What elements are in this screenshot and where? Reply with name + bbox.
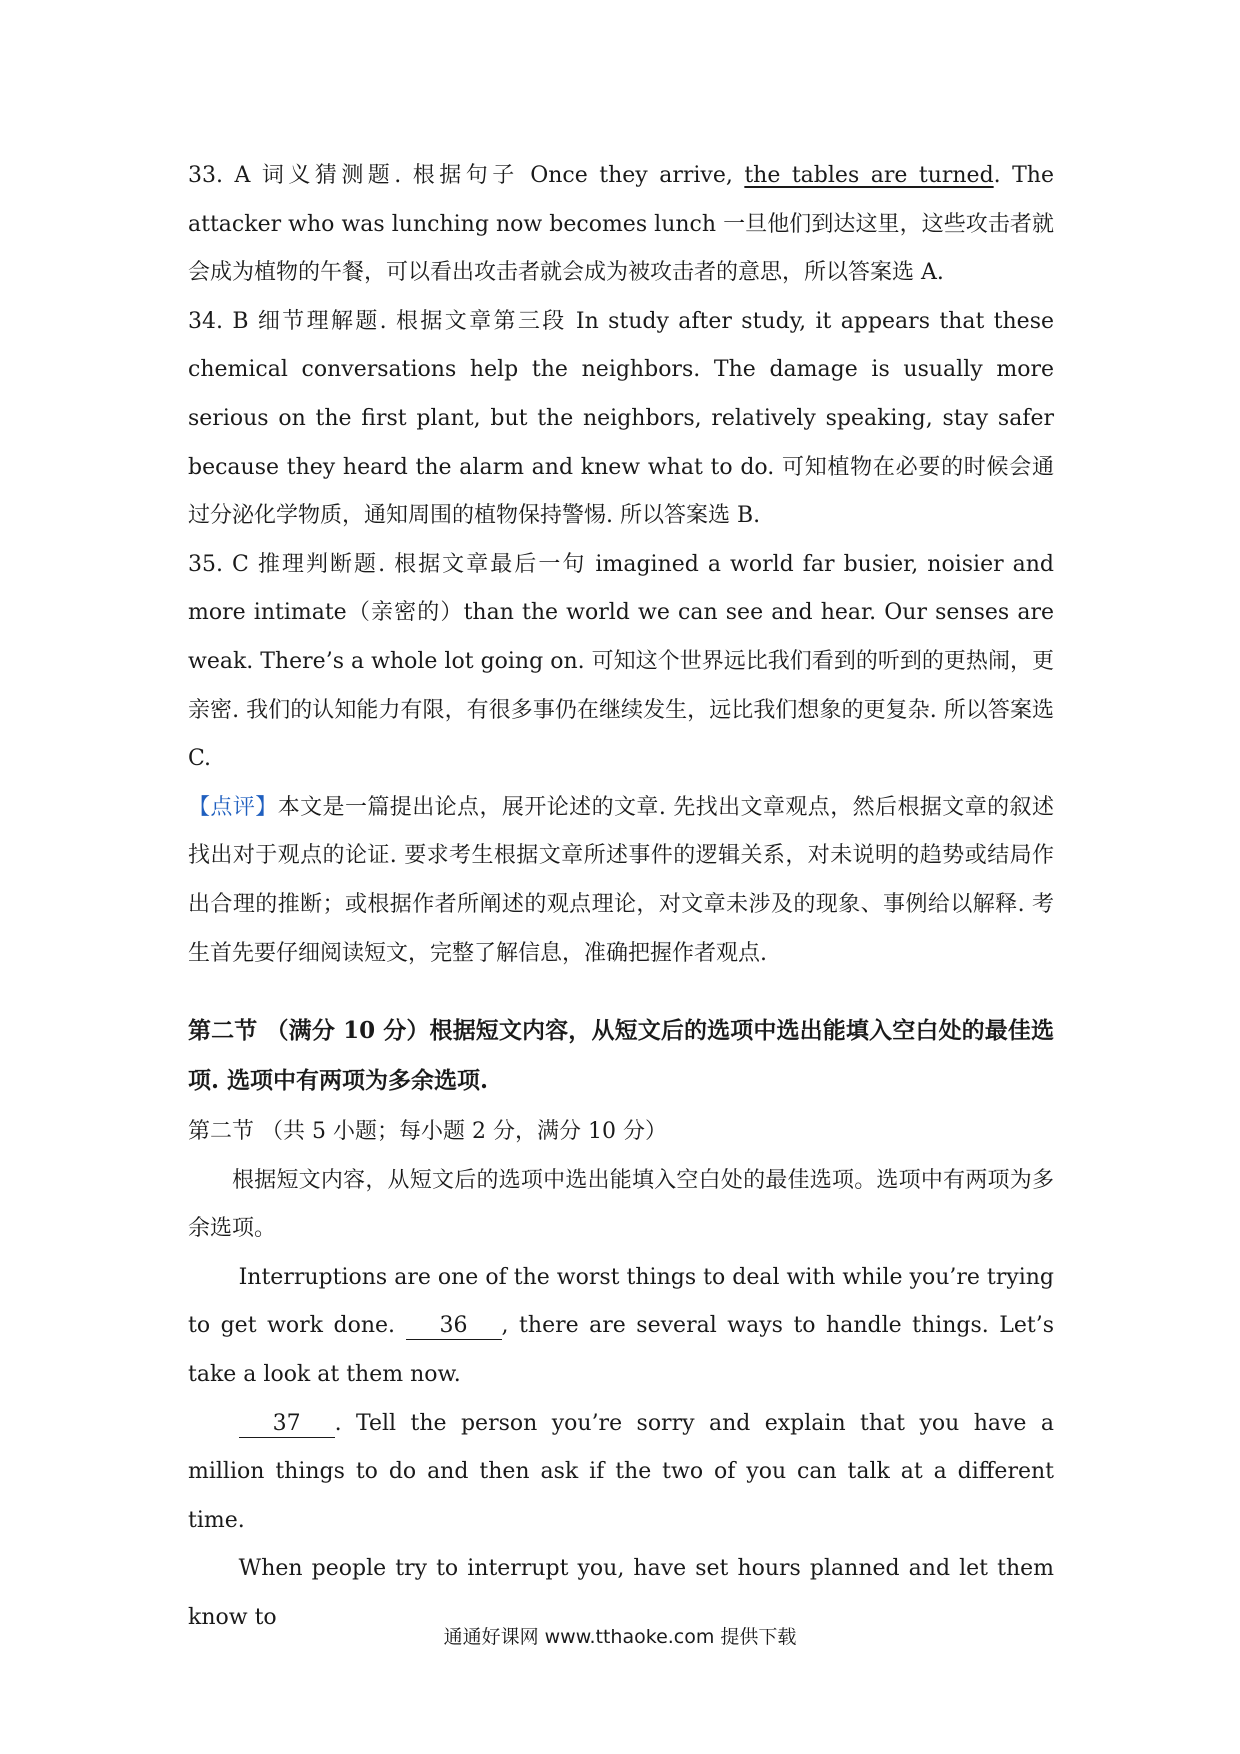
answer-33-lead: 33. A 词义猜测题. 根据句子 Once they arrive, (188, 163, 745, 188)
blank-36: 36 (406, 1313, 502, 1340)
passage-paragraph-3: When people try to interrupt you, have set hours planned and let them know to (188, 1556, 1054, 1631)
comment-paragraph (188, 784, 1054, 978)
section-instruction: 根据短文内容，从短文后的选项中选出能填入空白处的最佳选项。选项中有两项为多余选项。 (188, 1167, 1054, 1242)
page-footer: 通通好课网 www.tthaoke.com 提供下载 (443, 1626, 797, 1648)
passage-p2-text: . Tell the person you’re sorry and explain that you have a million things to do and then ask if the two of you can talk at a different time. (188, 1410, 1054, 1533)
answer-33-rest: . The attacker who was lunching now becomes lunch 一旦他们到达这里，这些攻击者就会成为植物的午餐，可以看出攻击者就会成为被攻击者的意思，所以答案选 A. (188, 163, 1054, 286)
section-heading: 第二节 （满分 10 分）根据短文内容，从短文后的选项中选出能填入空白处的最佳选项. 选项中有两项为多余选项. (188, 1017, 1054, 1095)
blank-37: 37 (239, 1411, 335, 1438)
passage-paragraph-1 (188, 1254, 1054, 1400)
section-subheading: 第二节 （共 5 小题；每小题 2 分，满分 10 分） (188, 1119, 667, 1145)
answer-33-underlined-phrase: the tables are turned (744, 163, 994, 188)
passage-p1-end: , there are several ways to handle things. Let’s take a look at them now. (188, 1313, 1055, 1388)
document-content (188, 152, 1054, 1643)
passage-paragraph-2 (188, 1400, 1054, 1546)
answer-33 (188, 152, 1054, 298)
comment-text: 本文是一篇提出论点，展开论述的文章. 先找出文章观点，然后根据文章的叙述找出对于观点的论证. 要求考生根据文章所述事件的逻辑关系，对未说明的趋势或结局作出合理的推断；或根据作者所阐述的观点理论，对文章未涉及的现象、事例给以解释. 考生首先要仔细阅读短文，完整了解信息，准确把握作者观点. (188, 794, 1054, 966)
passage-p1-start: Interruptions are one of the worst things to deal with while you’re trying to get work done. (188, 1264, 1054, 1339)
answer-35: 35. C 推理判断题. 根据文章最后一句 imagined a world far busier, noisier and more intimate（亲密的）than the world we can see and hear. Our senses are weak. There’s a whole lot going on. 可知这个世界远比我们看到的听到的更热闹，更亲密. 我们的认知能力有限，有很多事仍在继续发生，远比我们想象的更复杂. 所以答案选 C. (188, 551, 1054, 772)
answer-34: 34. B 细节理解题. 根据文章第三段 In study after study, it appears that these chemical conversations help the neighbors. The damage is usually more serious on the first plant, but the neighbors, relatively speaking, stay safer because they heard the alarm and knew what to do. 可知植物在必要的时候会通过分泌化学物质，通知周围的植物保持警惕. 所以答案选 B. (188, 308, 1054, 529)
comment-label: 【点评】 (188, 794, 278, 820)
